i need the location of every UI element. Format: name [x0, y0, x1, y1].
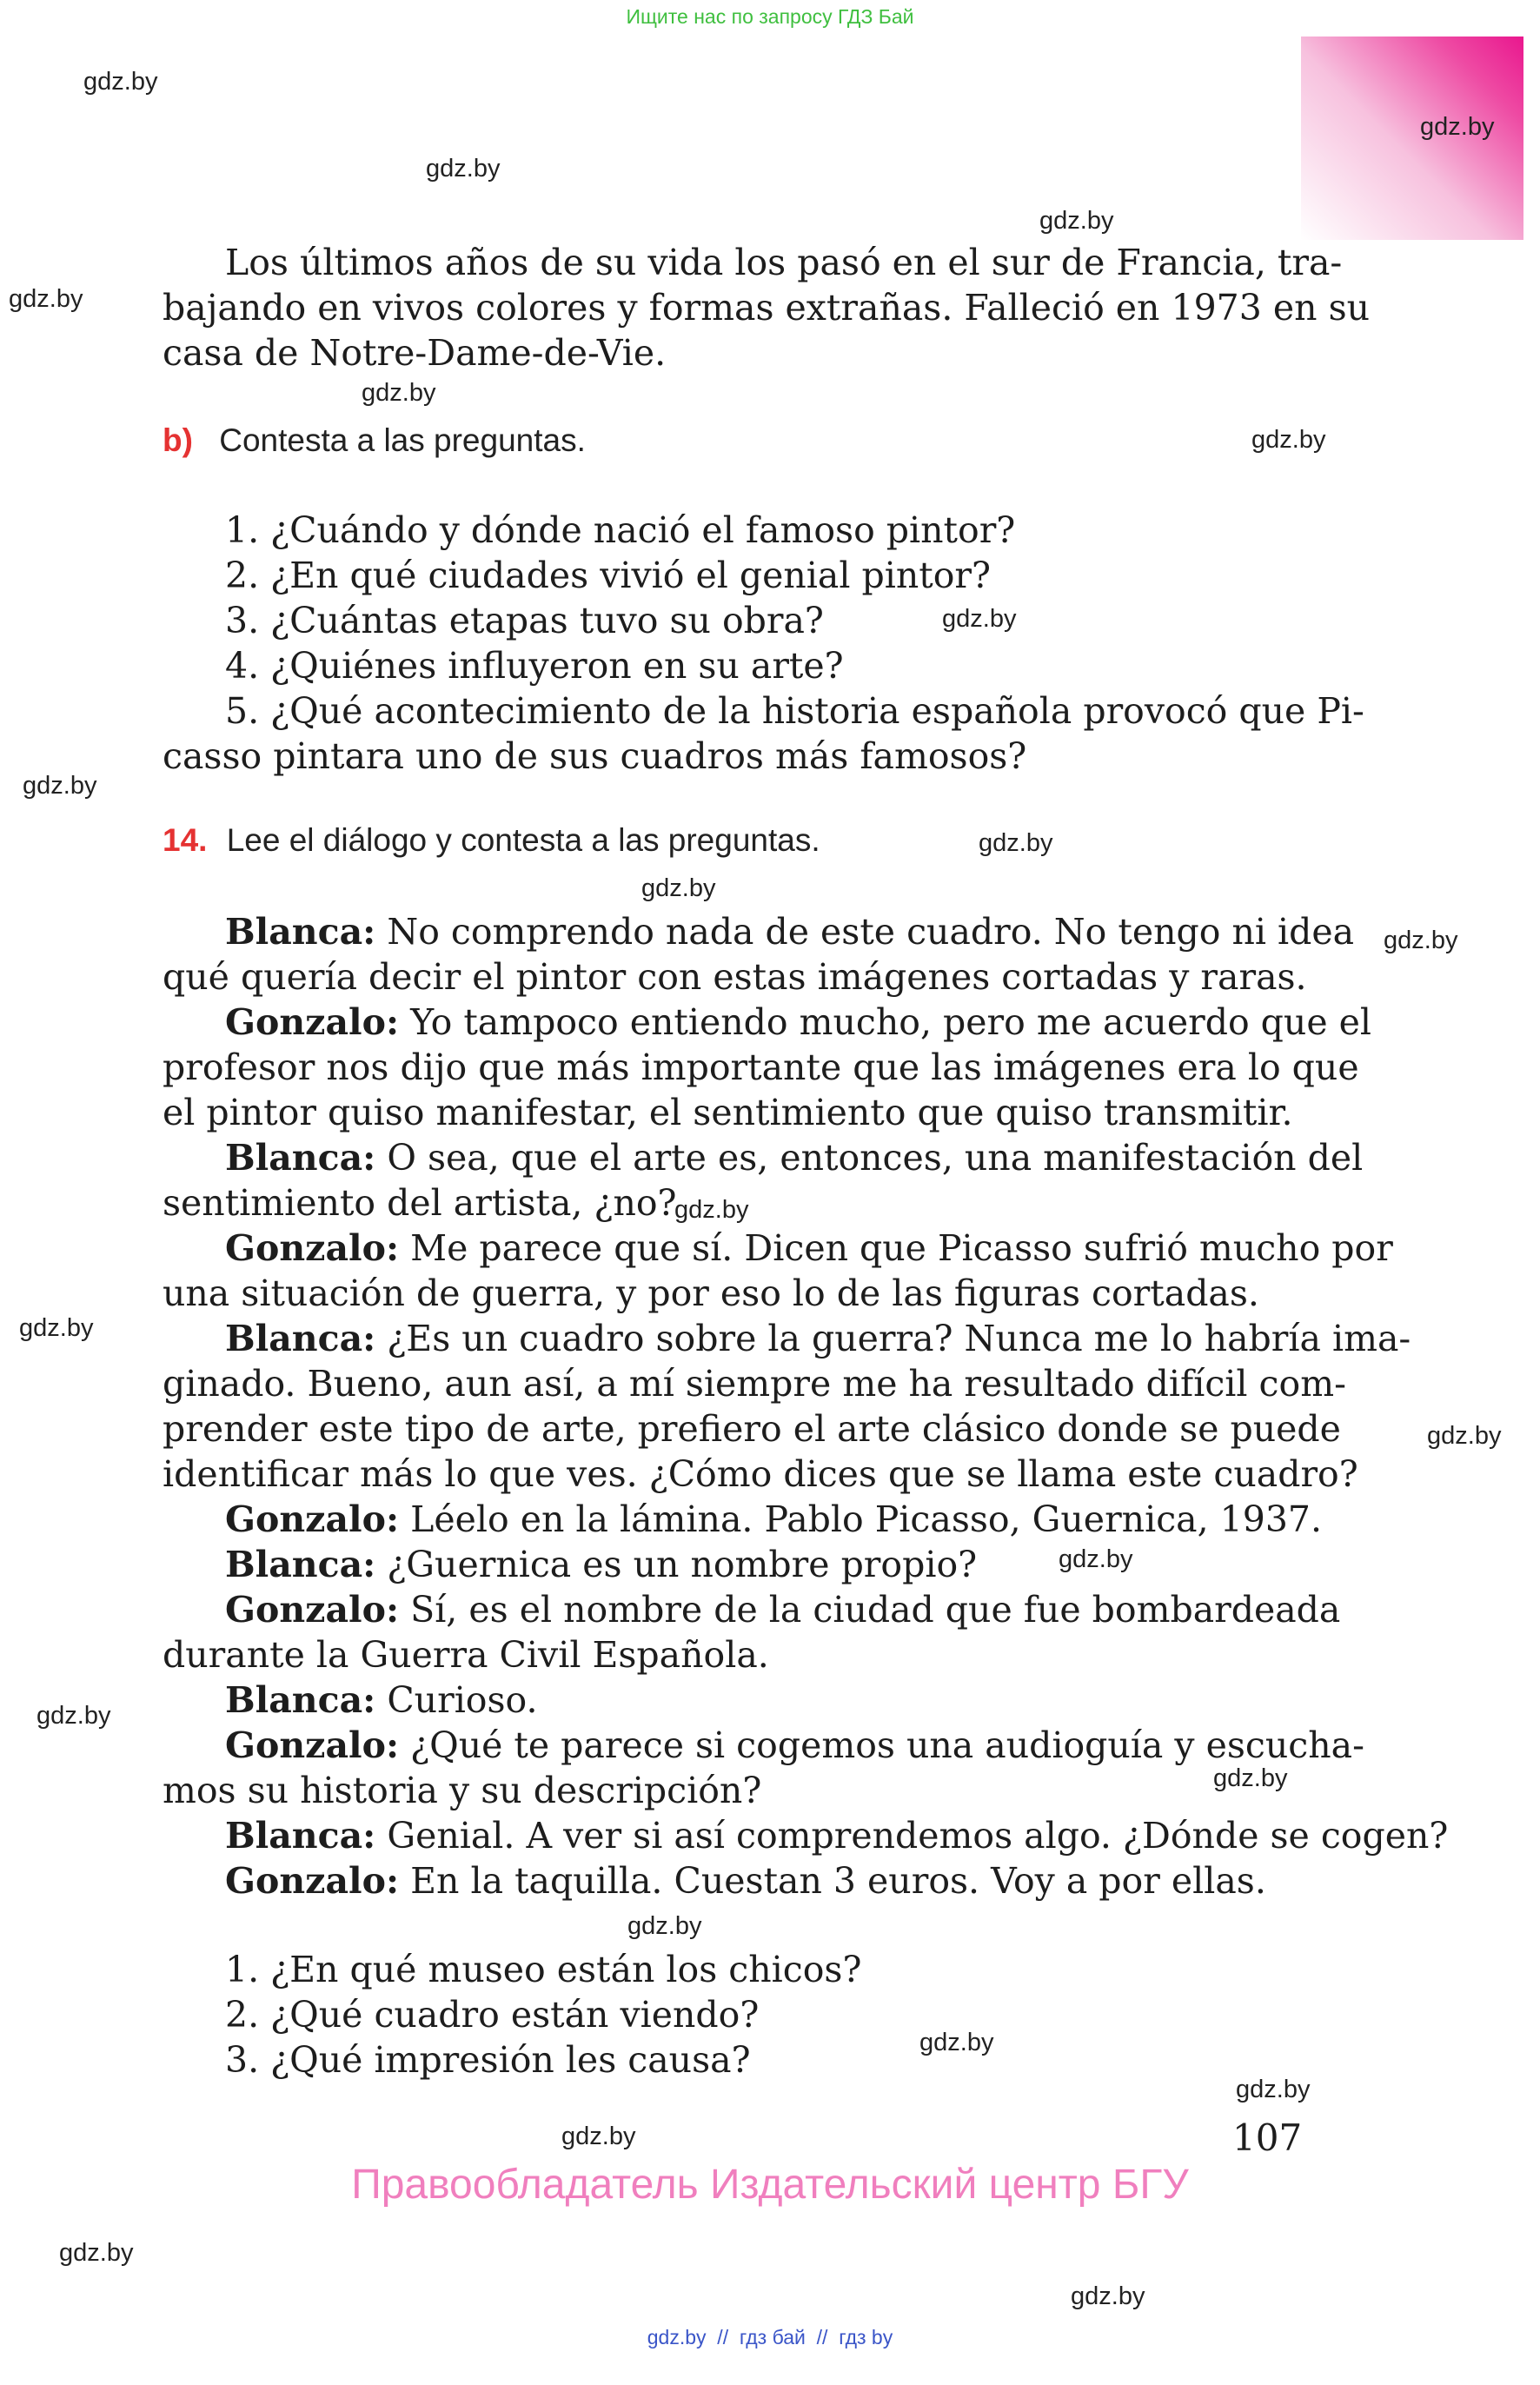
task-b-title: Contesta a las preguntas. — [219, 422, 586, 458]
speaker-name: Gonzalo: — [225, 1227, 400, 1269]
dialogue-text: ¿Guernica es un nombre propio? — [375, 1544, 978, 1585]
dialogue-continuation: prender este tipo de arte, prefiero el arte clásico donde se puede — [163, 1408, 1341, 1450]
task-b-questions — [163, 508, 1364, 786]
dialogue-text: Léelo en la lámina. Pablo Picasso, Guernica, 1937. — [399, 1498, 1323, 1540]
top-note: Ищите нас по запросу ГДЗ Бай — [626, 5, 914, 28]
speaker-name: Blanca: — [225, 1679, 376, 1721]
speaker-name: Blanca: — [225, 911, 376, 953]
watermark: gdz.by — [1039, 207, 1114, 235]
watermark: gdz.by — [1384, 927, 1458, 954]
dialogue-line — [225, 1723, 1364, 1768]
dialogue-continuation: mos su historia y su descripción? — [163, 1770, 762, 1811]
task-b-heading — [163, 422, 586, 459]
watermark: gdz.by — [561, 2123, 636, 2150]
dialogue-continuation: una situación de guerra, y por eso lo de las figuras cortadas. — [163, 1272, 1259, 1314]
dialogue-continuation: durante la Guerra Civil Española. — [163, 1634, 769, 1676]
dialogue-text: No comprendo nada de este cuadro. No tengo ni idea — [375, 911, 1355, 953]
dialogue-line — [225, 1226, 1393, 1271]
speaker-name: Blanca: — [225, 1815, 376, 1857]
watermark: gdz.by — [362, 379, 436, 407]
speaker-name: Blanca: — [225, 1544, 376, 1585]
task-14-heading — [163, 822, 820, 859]
speaker-name: Blanca: — [225, 1318, 376, 1359]
dialogue-text: Curioso. — [375, 1679, 538, 1721]
task-14-questions — [163, 1947, 1310, 2086]
dialogue-line — [225, 1587, 1340, 1632]
dialogue-continuation: ginado. Bueno, aun así, a mí siempre me ha resultado difícil com- — [163, 1363, 1346, 1405]
task-14-title: Lee el diálogo y contesta a las preguntas. — [226, 822, 820, 858]
copyright-line: Правообладатель Издательский центр БГУ — [351, 2162, 1189, 2208]
watermark: gdz.by — [979, 829, 1053, 857]
question-item: 5. ¿Qué acontecimiento de la historia española provocó que Pi- — [225, 690, 1364, 732]
watermark: gdz.by — [919, 2029, 994, 2056]
speaker-name: Gonzalo: — [225, 1724, 400, 1766]
question-item: 2. ¿Qué cuadro están viendo? — [225, 1994, 760, 2036]
watermark: gdz.by — [627, 1912, 702, 1940]
watermark: gdz.by — [1427, 1422, 1502, 1450]
watermark: gdz.by — [942, 605, 1017, 633]
dialogue-line — [225, 1677, 538, 1723]
watermark: gdz.by — [1420, 113, 1495, 141]
footer-links[interactable]: gdz.by // гдз бай // гдз by — [647, 2326, 893, 2348]
page-number: 107 — [1232, 2116, 1303, 2159]
watermark: gdz.by — [1251, 426, 1326, 454]
dialogue-line — [225, 1000, 1371, 1045]
text-line: bajando en vivos colores y formas extrañas. Falleció en 1973 en su — [163, 287, 1371, 329]
dialogue-text: ¿Qué te parece si cogemos una audioguía y escucha- — [399, 1724, 1364, 1766]
watermark: gdz.by — [1236, 2076, 1311, 2103]
text-line: Los últimos años de su vida los pasó en el sur de Francia, tra- — [225, 242, 1343, 283]
speaker-name: Gonzalo: — [225, 1498, 400, 1540]
question-item: 1. ¿Cuándo y dónde nació el famoso pintor? — [225, 509, 1016, 551]
dialogue-line — [225, 1497, 1322, 1542]
watermark: gdz.by — [641, 874, 716, 902]
watermark: gdz.by — [37, 1702, 111, 1730]
watermark: gdz.by — [59, 2239, 134, 2267]
watermark: gdz.by — [23, 772, 97, 800]
task-b-label: b) — [163, 422, 193, 458]
dialogue-continuation: profesor nos dijo que más importante que las imágenes era lo que — [163, 1046, 1359, 1088]
speaker-name: Blanca: — [225, 1137, 376, 1179]
speaker-name: Gonzalo: — [225, 1589, 400, 1631]
dialogue-text: Yo tampoco entiendo mucho, pero me acuerdo que el — [399, 1001, 1371, 1043]
intro-paragraph — [163, 240, 1371, 379]
watermark: gdz.by — [1213, 1764, 1288, 1792]
question-item: 4. ¿Quiénes influyeron en su arte? — [225, 645, 844, 687]
dialogue-line — [225, 1135, 1363, 1180]
speaker-name: Gonzalo: — [225, 1001, 400, 1043]
dialogue-line — [225, 1813, 1448, 1858]
dialogue-text: Sí, es el nombre de la ciudad que fue bombardeada — [399, 1589, 1341, 1631]
dialogue-continuation: sentimiento del artista, ¿no? — [163, 1182, 677, 1224]
dialogue-text: Genial. A ver si así comprendemos algo. ¿Dónde se cogen? — [375, 1815, 1449, 1857]
question-item-continuation: casso pintara uno de sus cuadros más famosos? — [163, 735, 1027, 777]
dialogue-line — [225, 1316, 1411, 1361]
dialogue-continuation: el pintor quiso manifestar, el sentimiento que quiso transmitir. — [163, 1092, 1293, 1133]
dialogue-line — [225, 909, 1354, 954]
dialogue-text: ¿Es un cuadro sobre la guerra? Nunca me lo habría ima- — [375, 1318, 1411, 1359]
dialogue-continuation: qué quería decir el pintor con estas imágenes cortadas y raras. — [163, 956, 1307, 998]
task-14-number: 14. — [163, 822, 208, 858]
watermark: gdz.by — [1059, 1545, 1133, 1573]
watermark: gdz.by — [1071, 2282, 1145, 2310]
text-line: casa de Notre-Dame-de-Vie. — [163, 332, 667, 374]
dialogue-text: Me parece que sí. Dicen que Picasso sufrió mucho por — [399, 1227, 1393, 1269]
dialogue-line — [225, 1542, 977, 1587]
watermark: gdz.by — [9, 285, 83, 313]
question-item: 3. ¿Cuántas etapas tuvo su obra? — [225, 600, 824, 641]
watermark: gdz.by — [83, 68, 158, 96]
question-item: 2. ¿En qué ciudades vivió el genial pintor? — [225, 555, 991, 596]
question-item: 1. ¿En qué museo están los chicos? — [225, 1949, 862, 1990]
dialogue-line — [225, 1858, 1266, 1903]
question-item: 3. ¿Qué impresión les causa? — [225, 2039, 751, 2081]
dialogue-text: O sea, que el arte es, entonces, una manifestación del — [375, 1137, 1364, 1179]
speaker-name: Gonzalo: — [225, 1860, 400, 1902]
dialogue-continuation: identificar más lo que ves. ¿Cómo dices que se llama este cuadro? — [163, 1453, 1358, 1495]
watermark: gdz.by — [19, 1314, 94, 1342]
dialogue-text: En la taquilla. Cuestan 3 euros. Voy a por ellas. — [399, 1860, 1266, 1902]
watermark: gdz.by — [674, 1196, 749, 1224]
watermark: gdz.by — [426, 155, 501, 183]
